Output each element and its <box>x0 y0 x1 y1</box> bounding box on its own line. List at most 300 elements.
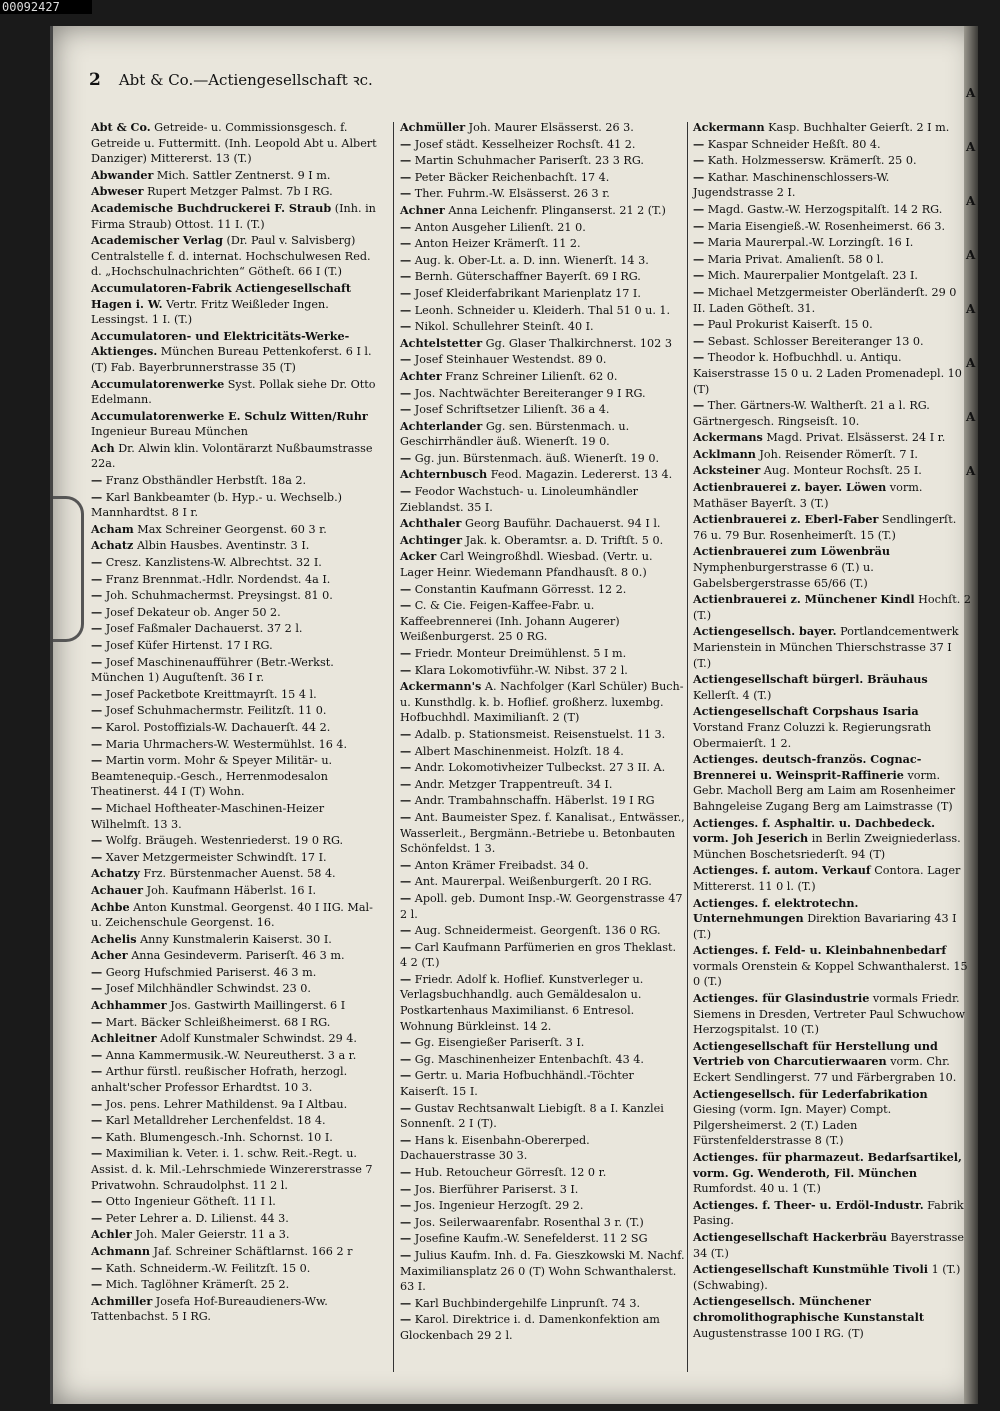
directory-entry <box>91 168 381 184</box>
entry-name: — <box>400 1132 412 1147</box>
entry-details: in Berlin Zweigniederlass. München Boschetsriederſt. 94 (T) <box>693 832 961 861</box>
entry-details: Hub. Retoucheur Görresſt. 12 0 r. <box>411 1166 607 1179</box>
entry-name: Abweser <box>91 184 144 199</box>
entry-name: Achmüller <box>400 120 466 134</box>
entry-name: — <box>693 153 705 168</box>
page-fold-mark <box>53 496 84 642</box>
entry-name: Achthaler <box>400 516 462 531</box>
entry-details: Jaf. Schreiner Schäftlarnst. 166 2 r <box>149 1244 353 1258</box>
entry-details: Sebast. Schlosser Bereiteranger 13 0. <box>704 334 924 348</box>
entry-details: Julius Kaufm. Inh. d. Fa. Gieszkowski M. Nachf. Maximiliansplatz 26 0 (T) Wohn Schwanthalerst. 63 I. <box>400 1248 685 1294</box>
entry-name: — <box>400 285 412 300</box>
entry-details: Josef Maschinenaufführer (Betr.-Werkst. München 1) Auguſtenſt. 36 I r. <box>91 655 334 685</box>
entry-details: Feodor Wachstuch- u. Linoleumhändler Zieblandst. 35 I. <box>400 485 639 514</box>
entry-name: — <box>400 662 412 677</box>
directory-entry <box>91 490 381 521</box>
entry-details: Joh. Kaufmann Häberlst. 16 I. <box>143 883 316 897</box>
directory-entry <box>693 350 971 397</box>
entry-details: Mich. Maurerpalier Montgelaſt. 23 I. <box>704 269 918 283</box>
column-1 <box>91 120 381 1326</box>
entry-name: Achtelstetter <box>400 335 483 350</box>
directory-entry <box>91 572 381 588</box>
directory-entry <box>400 663 685 679</box>
directory-page <box>50 26 978 1404</box>
entry-details: Vertr. Fritz Weißleder Ingen. Lessingst. 1 I. (T.) <box>91 297 329 327</box>
entry-name: Achmann <box>91 1243 150 1258</box>
entry-name: — <box>400 352 412 367</box>
directory-entry <box>693 1262 971 1293</box>
entry-name: — <box>400 598 412 613</box>
entry-details: Joh. Maler Geierstr. 11 a 3. <box>131 1228 290 1242</box>
entry-details: Anton Krämer Freibadst. 34 0. <box>411 858 589 872</box>
entry-name: Academische Buchdruckerei F. Straub <box>91 200 332 215</box>
directory-entry <box>91 932 381 948</box>
entry-name: — <box>400 136 412 151</box>
directory-entry <box>91 655 381 686</box>
entry-details: Nikol. Schullehrer Steinſt. 40 I. <box>411 320 594 334</box>
entry-details: Anna Gesindeverm. Pariserſt. 46 3 m. <box>127 949 345 963</box>
entry-name: — <box>400 402 412 417</box>
entry-details: Augustenstrasse 100 I RG. (T) <box>693 1326 864 1340</box>
entry-name: Acker <box>400 549 437 564</box>
directory-entry <box>693 1087 971 1149</box>
entry-details: Andr. Trambahnschaffn. Häberlst. 19 I RG <box>411 794 655 808</box>
entry-name: — <box>91 621 103 636</box>
entry-name: — <box>91 1064 103 1079</box>
directory-entry <box>91 1261 381 1277</box>
directory-entry <box>400 646 685 662</box>
entry-name: — <box>400 743 412 758</box>
entry-name: Actiengesellschaft Kunstmühle Tivoli <box>693 1262 929 1277</box>
entry-details: Otto Ingenieur Götheſt. 11 I l. <box>102 1195 276 1209</box>
directory-entry <box>91 605 381 621</box>
directory-entry <box>400 484 685 515</box>
entry-name: — <box>400 809 412 824</box>
directory-entry <box>91 753 381 800</box>
directory-entry <box>693 334 971 350</box>
directory-entry <box>693 943 971 990</box>
entry-details: Giesing (vorm. Ign. Mayer) Compt. Pilgersheimerst. 2 (T.) Laden Fürstenfelderstrasse 8 (T.) <box>693 1103 892 1148</box>
entry-details: Apoll. geb. Dumont Insp.-W. Georgenstrasse 47 2 l. <box>400 891 683 921</box>
directory-entry <box>91 201 381 232</box>
entry-name: Actiengesellsch. für Lederfabrikation <box>693 1086 928 1101</box>
column-2 <box>400 120 685 1345</box>
directory-entry <box>400 303 685 319</box>
entry-name: — <box>400 450 412 465</box>
entry-name: — <box>400 319 412 334</box>
entry-name: — <box>693 251 705 266</box>
directory-entry <box>91 555 381 571</box>
entry-name: — <box>400 793 412 808</box>
entry-details: Peter Lehrer a. D. Lilienst. 44 3. <box>102 1211 289 1225</box>
entry-details: Vorstand Franz Coluzzi k. Regierungsrath Obermaierſt. 1 2. <box>693 720 932 750</box>
entry-name: Achelis <box>91 931 137 946</box>
directory-entry <box>693 285 971 316</box>
directory-entry <box>693 816 971 863</box>
directory-entry <box>400 533 685 549</box>
directory-entry <box>400 874 685 890</box>
entry-details: Kath. Blumengesch.-Inh. Schornst. 10 I. <box>102 1130 333 1144</box>
directory-entry <box>400 451 685 467</box>
entry-name: Achatzy <box>91 866 140 881</box>
entry-details: Peter Bäcker Reichenbachſt. 17 4. <box>411 170 610 184</box>
entry-details: Kellerſt. 4 (T.) <box>693 688 772 702</box>
entry-name: — <box>400 269 412 284</box>
entry-details: Gg. jun. Bürstenmach. äuß. Wienerſt. 19 0. <box>411 451 659 465</box>
entry-name: — <box>91 736 103 751</box>
entry-details: Maria Maurerpal.-W. Lorzingſt. 16 I. <box>704 236 914 250</box>
entry-details: Paul Prokurist Kaiserſt. 15 0. <box>704 318 873 332</box>
entry-details: Frz. Bürstenmacher Auenst. 58 4. <box>139 867 336 881</box>
entry-details: Direktion Bavariaring 43 I (T.) <box>693 912 957 941</box>
entry-name: — <box>400 857 412 872</box>
edge-letter: A <box>966 302 976 316</box>
directory-entry <box>400 516 685 532</box>
entry-name: — <box>400 1214 412 1229</box>
entry-details: Ther. Gärtners-W. Waltherſt. 21 a l. RG. Gärtnergesch. Ringseisſt. 10. <box>693 399 930 428</box>
entry-details: Friedr. Adolf k. Hoflief. Kunstverleger u. Verlagsbuchhandlg. auch Gemäldesalon u. Postkartenhaus Maximilianst. 6 Entresol. Wohnung Bürkleinst. 14 2. <box>400 972 644 1033</box>
entry-name: Actiengesellschaft für Herstellung und Vertrieb von Charcutierwaaren <box>693 1038 938 1069</box>
entry-name: Achler <box>91 1227 132 1242</box>
entry-name: — <box>400 236 412 251</box>
entry-name: Actienges. f. Theer- u. Erdöl-Industr. <box>693 1197 924 1212</box>
entry-details: Georg Bauführ. Dachauerst. 94 I l. <box>461 517 661 531</box>
entry-details: Nymphenburgerstrasse 6 (T.) u. Gabelsbergerstrasse 65/66 (T.) <box>693 561 874 590</box>
directory-entry <box>400 186 685 202</box>
directory-entry <box>91 441 381 472</box>
directory-entry <box>400 582 685 598</box>
entry-details: Maria Privat. Amalienſt. 58 0 l. <box>704 252 884 266</box>
entry-name: — <box>400 923 412 938</box>
entry-name: Actienges. f. Feld- u. Kleinbahnenbedarf <box>693 943 947 958</box>
directory-entry <box>91 1113 381 1129</box>
entry-name: — <box>400 1247 412 1262</box>
directory-entry <box>91 833 381 849</box>
directory-entry <box>400 120 685 136</box>
directory-entry <box>400 549 685 580</box>
entry-name: Achleitner <box>91 1031 157 1046</box>
running-title: Abt & Co.—Actiengesellschaft ꝛc. <box>118 71 373 89</box>
entry-name: — <box>400 646 412 660</box>
entry-name: — <box>91 654 103 669</box>
entry-name: — <box>400 1068 412 1083</box>
entry-name: Actiengesellsch. Münchener chromolithographische Kunstanstalt <box>693 1294 925 1324</box>
entry-details: Franz Obsthändler Herbstſt. 18a 2. <box>102 474 307 488</box>
entry-name: — <box>693 169 705 184</box>
directory-entry <box>91 621 381 637</box>
entry-name: Achtinger <box>400 532 463 547</box>
entry-name: — <box>400 581 412 596</box>
directory-entry <box>693 1230 971 1261</box>
entry-details: Maria Uhrmachers-W. Westermühlst. 16 4. <box>102 737 348 751</box>
entry-name: — <box>91 638 103 652</box>
directory-entry <box>91 850 381 866</box>
directory-entry <box>91 883 381 899</box>
entry-details: Cresz. Kanzlistens-W. Albrechtst. 32 I. <box>102 556 322 570</box>
entry-details: Anton Heizer Krämerſt. 11 2. <box>411 237 581 251</box>
directory-entry <box>400 923 685 939</box>
directory-entry <box>400 777 685 793</box>
directory-entry <box>400 1231 685 1247</box>
entry-name: — <box>400 1100 412 1115</box>
directory-entry <box>400 203 685 219</box>
directory-entry <box>400 1133 685 1164</box>
entry-name: — <box>400 1051 412 1066</box>
directory-entry <box>400 319 685 335</box>
entry-details: Leonh. Schneider u. Kleiderh. Thal 51 0 u. 1. <box>411 303 671 317</box>
entry-details: Jos. Gastwirth Maillingerst. 6 I <box>166 999 346 1013</box>
entry-name: Actienges. f. elektrotechn. Unternehmungen <box>693 895 859 926</box>
directory-entry <box>91 737 381 753</box>
edge-letter: A <box>966 86 976 100</box>
directory-entry <box>693 235 971 251</box>
directory-entry <box>400 793 685 809</box>
entry-details: Michael Hoftheater-Maschinen-Heizer Wilhelmſt. 13 3. <box>91 801 325 831</box>
edge-letter: A <box>966 356 976 370</box>
entry-name: — <box>400 1035 412 1050</box>
entry-details: Josef Dekateur ob. Anger 50 2. <box>102 605 281 619</box>
entry-details: Contora. Lager Mittererst. 11 0 l. (T.) <box>693 864 961 893</box>
entry-details: Kaspar Schneider Heßſt. 80 4. <box>704 137 881 151</box>
entry-details: Sendlingerſt. 76 u. 79 Bur. Rosenheimerſt. 15 (T.) <box>693 513 957 542</box>
entry-details: Gertr. u. Maria Hofbuchhändl.-Töchter Kaiserſt. 15 I. <box>400 1069 634 1099</box>
entry-name: Achhammer <box>91 998 167 1013</box>
entry-name: — <box>91 981 103 996</box>
entry-name: — <box>400 169 412 184</box>
entry-name: Actiengesellsch. bayer. <box>693 624 837 639</box>
entry-name: — <box>400 385 412 400</box>
entry-details: Maria Eisengieß.-W. Rosenheimerst. 66 3. <box>704 219 946 233</box>
entry-name: — <box>91 800 103 815</box>
entry-name: Accumulatoren-Fabrik Actiengesellschaft Hagen i. W. <box>91 280 352 311</box>
entry-name: — <box>400 1181 412 1196</box>
entry-details: Anton Kunstmal. Georgenst. 40 I IIG. Mal- u. Zeichenschule Georgenst. 16. <box>91 900 373 930</box>
entry-details: Xaver Metzgermeister Schwindſt. 17 I. <box>102 850 327 864</box>
entry-details: Arthur fürstl. reußischer Hofrath, herzogl. anhalt'scher Professor Erhardtst. 10 3. <box>91 1065 348 1095</box>
entry-details: Carl Weingroßhdl. Wiesbad. (Vertr. u. Lager Heinr. Wiedemann Pfandhausſt. 8 0.) <box>400 550 653 580</box>
entry-name: — <box>400 1165 412 1179</box>
entry-details: Josef Kleiderfabrikant Marienplatz 17 I. <box>411 286 641 300</box>
directory-entry <box>400 1035 685 1051</box>
entry-details: (Inh. in Firma Straub) Ottost. 11 I. (T.) <box>91 201 376 231</box>
entry-details: Fabrik Pasing. <box>693 1198 964 1228</box>
entry-name: — <box>400 219 412 234</box>
directory-entry <box>693 137 971 153</box>
entry-details: C. & Cie. Feigen-Kaffee-Fabr. u. Kaffeebrennerei (Inh. Johann Augerer) Weißenburgerst. 25 0 RG. <box>400 599 620 644</box>
directory-entry <box>693 512 971 543</box>
directory-entry <box>91 1227 381 1243</box>
edge-letter: A <box>966 410 976 424</box>
directory-entry <box>693 1039 971 1086</box>
entry-name: Actienbrauerei z. bayer. Löwen <box>693 480 887 495</box>
entry-name: Actiengesellschaft Corpshaus Isaria <box>693 704 919 719</box>
entry-details: Josef Milchhändler Schwindst. 23 0. <box>102 982 311 996</box>
directory-entry <box>400 679 685 726</box>
entry-name: Actienges. für pharmazeut. Bedarfsartikel, vorm. Gg. Wenderoth, Fil. München <box>693 1150 962 1180</box>
directory-entry <box>91 703 381 719</box>
column-3 <box>693 120 971 1342</box>
directory-entry <box>400 467 685 483</box>
directory-entry <box>400 940 685 971</box>
page-number: 2 <box>89 70 101 90</box>
entry-details: Kath. Schneiderm.-W. Feilitzſt. 15 0. <box>102 1261 311 1275</box>
directory-entry <box>693 219 971 235</box>
entry-name: — <box>400 726 412 741</box>
directory-entry <box>91 1031 381 1047</box>
directory-entry <box>693 991 971 1038</box>
directory-entry <box>91 801 381 832</box>
entry-name: — <box>91 753 103 768</box>
entry-details: Gustav Rechtsanwalt Liebigſt. 8 a I. Kanzlei Sonnenſt. 2 I (T). <box>400 1101 664 1131</box>
directory-entry <box>693 1294 971 1341</box>
entry-details: Maximilian k. Veter. i. 1. schw. Reit.-Regt. u. Assist. d. k. Mil.-Lehrschmiede Winzererstrasse 7 Privatwohn. Schraudolphst. 11 2 l. <box>91 1147 373 1192</box>
entry-details: Karl Buchbindergehilfe Linprunſt. 74 3. <box>411 1296 641 1310</box>
edge-letter: A <box>966 194 976 208</box>
entry-details: Wolfg. Bräugeh. Westenriederst. 19 0 RG. <box>102 834 344 848</box>
entry-name: — <box>400 776 412 791</box>
entry-details: vorm. Gebr. Macholl Berg am Laim am Rosenheimer Bahngeleise Zugang Berg am Laimstrasse (T) <box>693 768 956 813</box>
entry-details: Martin Schuhmacher Pariserſt. 23 3 RG. <box>411 154 644 168</box>
directory-entry <box>91 638 381 654</box>
entry-name: — <box>91 833 103 848</box>
entry-name: — <box>400 1231 412 1246</box>
directory-entry <box>91 473 381 489</box>
entry-details: Magd. Gastw.-W. Herzogspitalſt. 14 2 RG. <box>704 202 943 216</box>
directory-entry <box>91 1048 381 1064</box>
directory-entry <box>91 588 381 604</box>
entry-name: Achatz <box>91 538 134 553</box>
entry-name: Actienges. f. autom. Verkauf <box>693 863 871 878</box>
entry-name: Actienges. deutsch-französ. Cognac-Brennerei u. Weinsprit-Raffinerie <box>693 752 922 782</box>
directory-entry <box>91 965 381 981</box>
directory-entry <box>400 236 685 252</box>
directory-entry <box>400 1165 685 1181</box>
directory-entry <box>400 1312 685 1343</box>
entry-name: — <box>91 703 103 718</box>
entry-name: — <box>91 1129 103 1144</box>
entry-details: Ant. Maurerpal. Weißenburgerſt. 20 I RG. <box>411 875 652 889</box>
directory-entry <box>91 233 381 280</box>
entry-details: Joh. Reisender Römerſt. 7 I. <box>755 447 918 461</box>
entry-name: — <box>91 489 103 504</box>
edge-letter: A <box>966 248 976 262</box>
directory-entry <box>91 329 381 376</box>
entry-name: — <box>91 1014 103 1029</box>
entry-name: — <box>400 484 412 499</box>
directory-entry <box>400 369 685 385</box>
entry-details: Albert Maschinenmeist. Holzſt. 18 4. <box>411 744 624 758</box>
entry-name: — <box>693 284 705 299</box>
directory-entry <box>693 398 971 429</box>
entry-details: Anny Kunstmalerin Kaiserst. 30 I. <box>136 932 332 946</box>
entry-name: Achner <box>400 202 445 217</box>
entry-details: Getreide- u. Commissionsgesch. f. Getreide u. Futtermitt. (Inh. Leopold Abt u. Albert Danziger) Mittererst. 13 (T.) <box>91 121 377 166</box>
entry-details: Anna Leichenfr. Plinganserst. 21 2 (T.) <box>444 203 666 217</box>
entry-details: Mich. Sattler Zentnerst. 9 I m. <box>153 168 331 182</box>
entry-name: Actienges. für Glasindustrie <box>693 991 870 1006</box>
directory-entry <box>693 480 971 511</box>
entry-name: Abt & Co. <box>91 120 151 134</box>
directory-entry <box>400 137 685 153</box>
entry-name: Accumulatoren- und Elektricitäts-Werke-Aktienges. <box>91 328 350 359</box>
directory-entry <box>693 624 971 671</box>
entry-details: Martin vorm. Mohr & Speyer Militär- u. Beamtenequip.-Gesch., Herrenmodesalon Theatinerst. 44 I (T) Wohn. <box>91 754 333 799</box>
directory-entry <box>91 720 381 736</box>
directory-entry <box>91 1097 381 1113</box>
entry-name: Acksteiner <box>693 463 761 478</box>
directory-entry <box>91 1277 381 1293</box>
entry-name: — <box>693 398 705 413</box>
entry-details: Friedr. Monteur Dreimühlenst. 5 I m. <box>411 647 627 660</box>
directory-entry <box>693 896 971 943</box>
directory-entry <box>693 463 971 479</box>
entry-details: Albin Hausbes. Aventinstr. 3 I. <box>133 539 310 553</box>
directory-entry <box>400 1198 685 1214</box>
entry-details: Andr. Metzger Trappentreuſt. 34 I. <box>411 777 613 791</box>
directory-entry <box>91 184 381 200</box>
entry-details: Bayerstrasse 34 (T.) <box>693 1230 964 1260</box>
entry-details: Ther. Fuhrm.-W. Elsässerst. 26 3 r. <box>411 187 610 201</box>
entry-name: — <box>91 588 103 603</box>
entry-name: Academischer Verlag <box>91 233 223 248</box>
entry-name: — <box>91 719 103 734</box>
directory-entry <box>400 170 685 186</box>
entry-details: Kath. Holzmessersw. Krämerſt. 25 0. <box>704 154 917 168</box>
entry-name: Achter <box>400 368 442 383</box>
column-rule-2 <box>687 122 688 1372</box>
entry-name: — <box>693 317 705 332</box>
entry-details: Adolf Kunstmaler Schwindst. 29 4. <box>156 1032 357 1046</box>
entry-details: Ingenieur Bureau München <box>91 425 248 439</box>
entry-details: Karl Bankbeamter (b. Hyp.- u. Wechselb.) Mannhardtst. 8 I r. <box>91 490 342 520</box>
directory-entry <box>400 153 685 169</box>
directory-entry <box>91 687 381 703</box>
entry-details: Josef Küfer Hirtenst. 17 I RG. <box>102 639 273 652</box>
entry-name: — <box>91 1096 103 1111</box>
entry-details: Magd. Privat. Elsässerst. 24 I r. <box>762 431 946 445</box>
directory-entry <box>693 447 971 463</box>
entry-details: Josef Steinhauer Westendst. 89 0. <box>411 353 607 367</box>
directory-entry <box>400 336 685 352</box>
entry-name: — <box>693 350 705 365</box>
directory-entry <box>693 752 971 814</box>
directory-entry <box>400 858 685 874</box>
entry-name: — <box>91 849 103 864</box>
directory-entry <box>91 1146 381 1193</box>
entry-details: Michael Metzgermeister Oberländerſt. 29 0 II. Laden Götheſt. 31. <box>693 285 957 315</box>
directory-entry <box>91 1211 381 1227</box>
entry-details: vormals Friedr. Siemens in Dresden, Vertreter Paul Schwuchow Herzogspitalst. 10 (T.) <box>693 992 965 1037</box>
directory-entry <box>400 1101 685 1132</box>
directory-entry <box>91 522 381 538</box>
entry-details: Karl Metalldreher Lerchenfeldst. 18 4. <box>102 1114 326 1128</box>
entry-details: Georg Hufschmied Pariserst. 46 3 m. <box>102 965 317 979</box>
entry-details: Jos. Seilerwaarenfabr. Rosenthal 3 r. (T.) <box>411 1215 644 1229</box>
entry-details: Rupert Metzger Palmst. 7b I RG. <box>143 185 333 199</box>
entry-name: Acham <box>91 521 134 536</box>
entry-details: Josefa Hof-Bureaudieners-Ww. Tattenbachst. 5 I RG. <box>91 1294 328 1324</box>
directory-entry <box>693 153 971 169</box>
entry-details: Portlandcementwerk Marienstein in München Thierschstrasse 37 I (T.) <box>693 625 959 670</box>
entry-name: — <box>91 1210 103 1225</box>
entry-name: Actienbrauerei z. Eberl-Faber <box>693 512 879 527</box>
entry-name: Actienges. f. Asphaltir. u. Dachbedeck. vorm. Joh Jeserich <box>693 815 936 846</box>
entry-details: Josef Packetbote Kreittmayrſt. 15 4 l. <box>102 687 317 701</box>
entry-name: — <box>400 874 412 889</box>
entry-details: Aug. k. Ober-Lt. a. D. inn. Wienerſt. 14 3. <box>411 253 649 267</box>
entry-name: Ach <box>91 440 115 455</box>
entry-details: Syst. Pollak siehe Dr. Otto Edelmann. <box>91 377 376 407</box>
